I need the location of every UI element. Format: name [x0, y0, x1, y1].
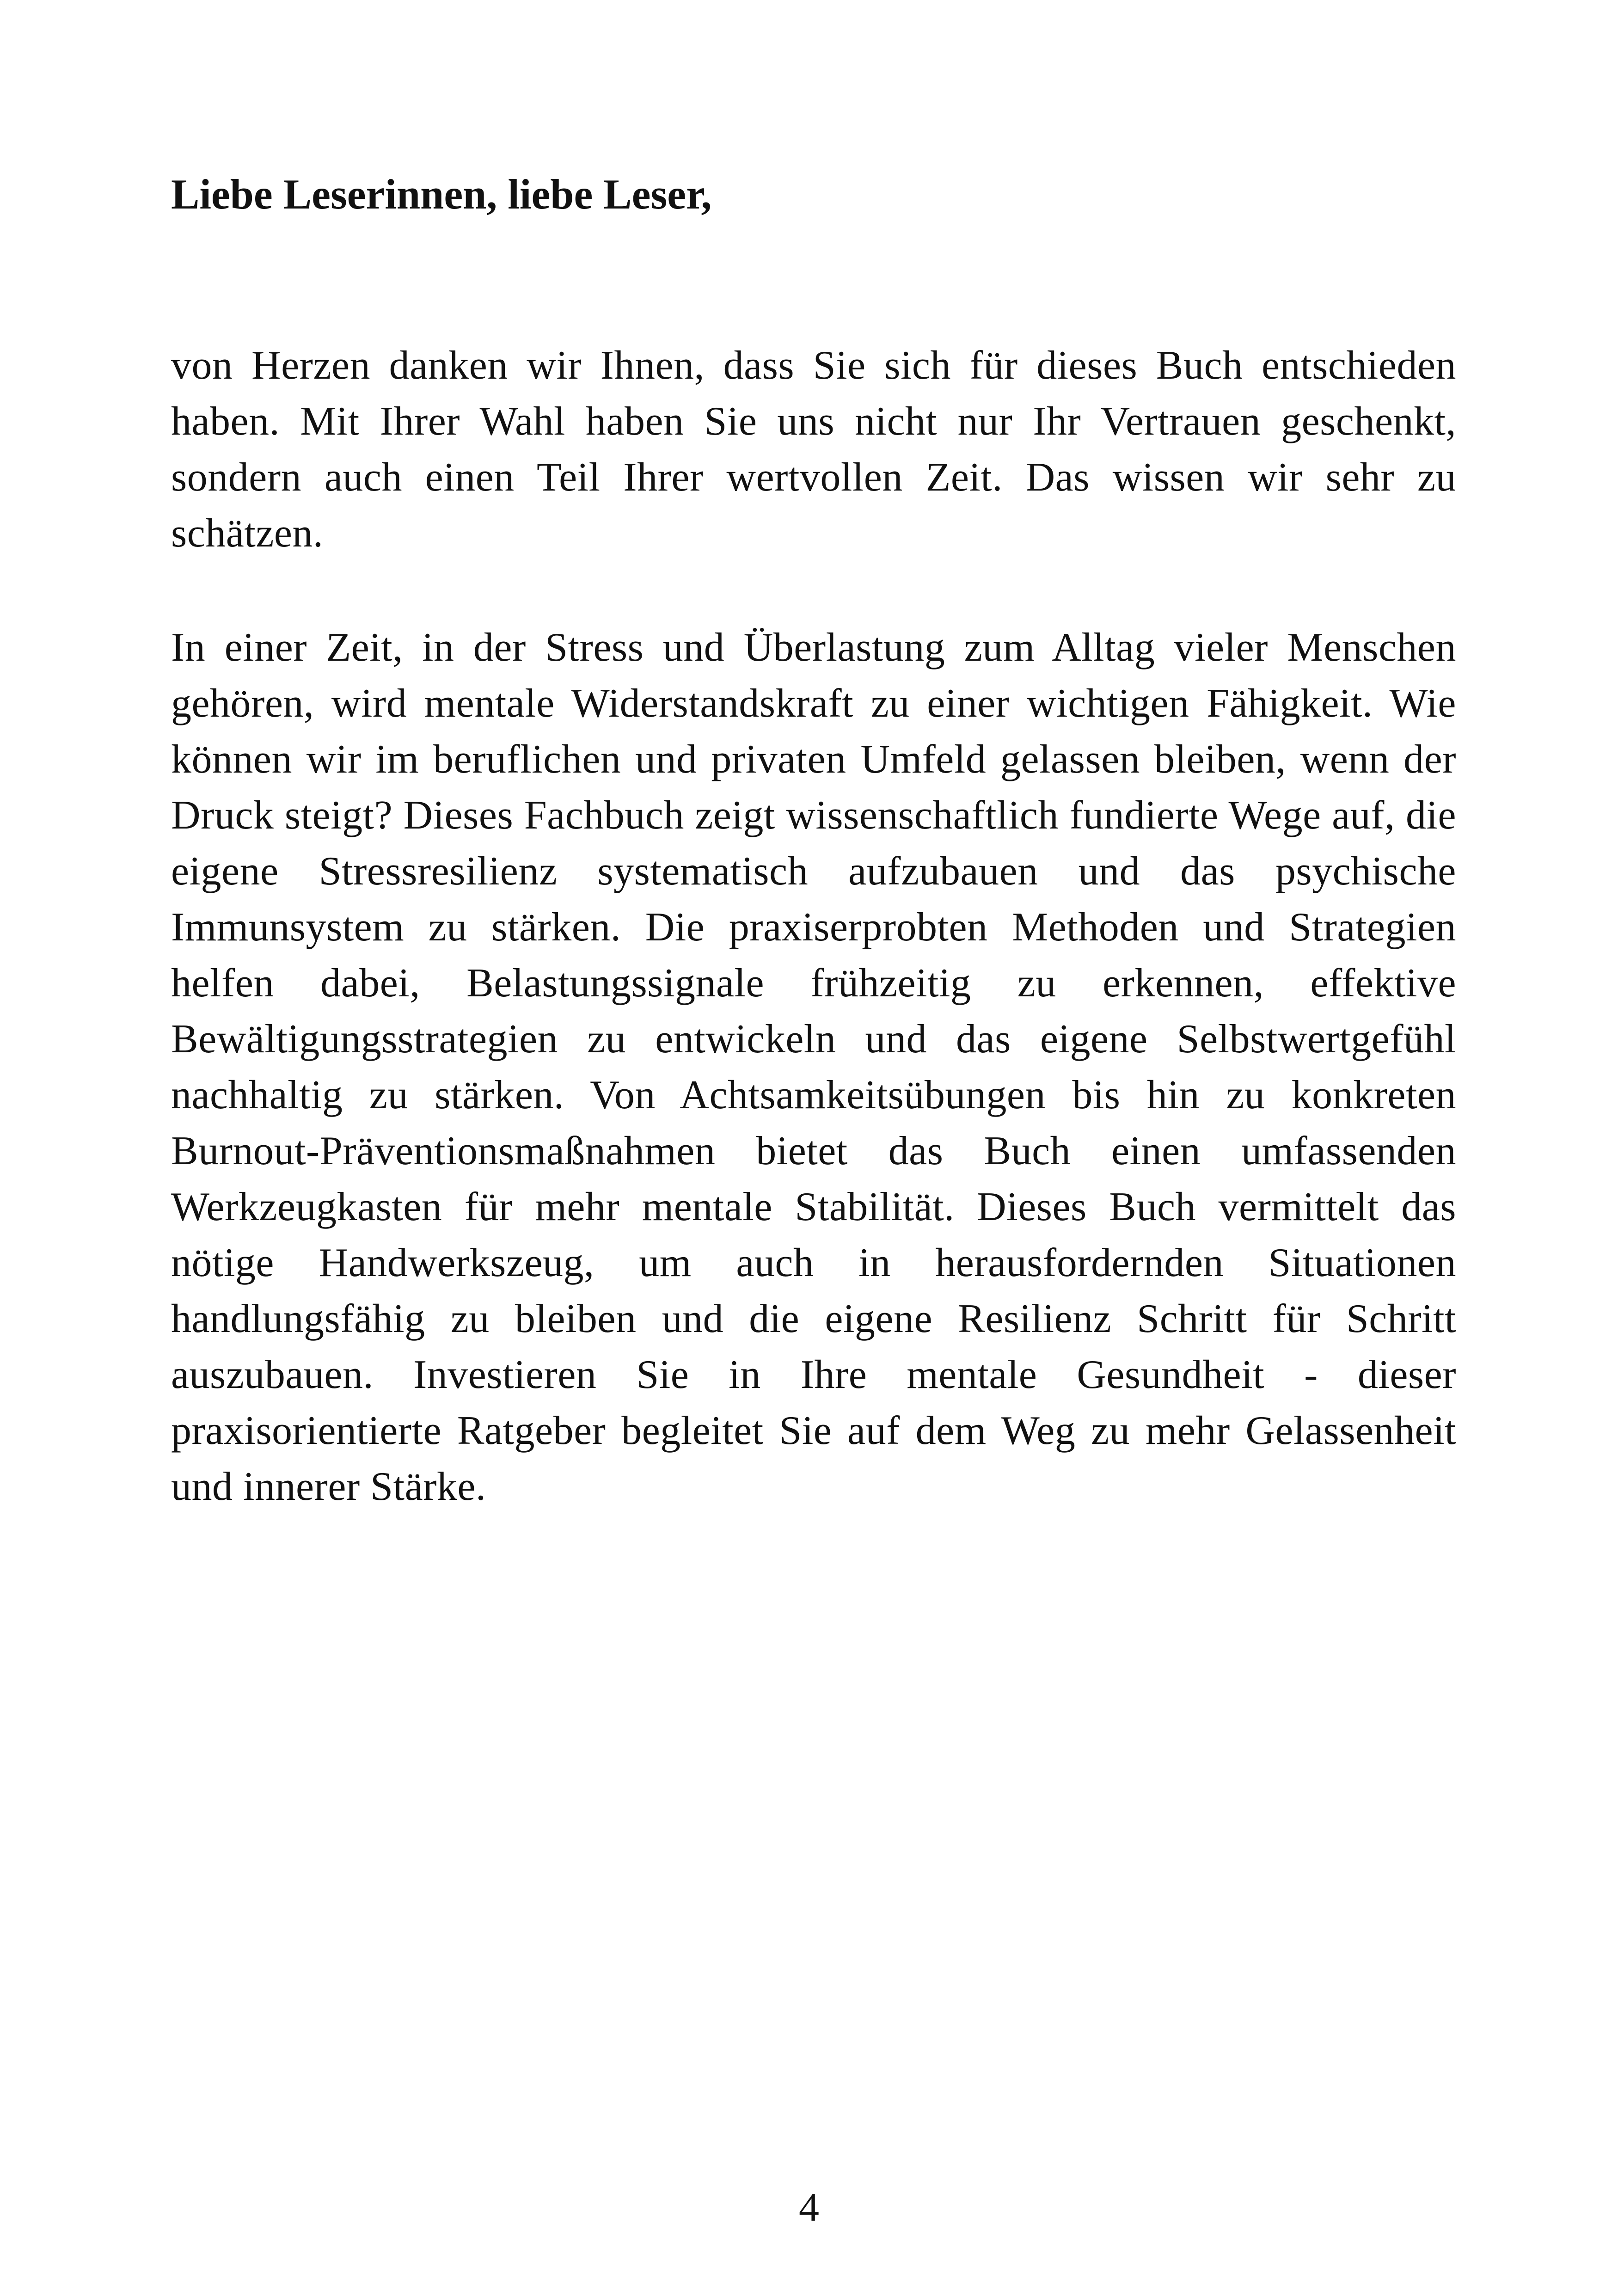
salutation-heading: Liebe Leserinnen, liebe Leser, [171, 171, 712, 218]
paragraph-thanks: von Herzen danken wir Ihnen, dass Sie sich für dieses Buch entschieden haben. Mit Ihrer Wahl haben Sie uns nicht nur Ihr Vertrauen geschenkt, sondern auch einen Teil Ihrer wertvollen Zeit. Das wissen wir sehr zu schätzen. [171, 343, 1456, 556]
paragraph-book-description: In einer Zeit, in der Stress und Überlastung zum Alltag vieler Menschen gehören, wird mentale Widerstandskraft zu einer wichtigen Fähigkeit. Wie können wir im beruflichen und privaten Umfeld gelassen bleiben, wenn der Druck steigt? Dieses Fachbuch zeigt wissenschaftlich fundierte Wege auf, die eigene Stressresilienz systematisch aufzubauen und das psychische Immunsystem zu stärken. Die praxiserprobten Methoden und Strategien helfen dabei, Belastungssignale frühzeitig zu erkennen, effektive Bewältigungsstrategien zu entwickeln und das eigene Selbstwertgefühl nachhaltig zu stärken. Von Achtsamkeitsübungen bis hin zu konkreten Burnout-Präventionsmaßnahmen bietet das Buch einen umfassenden Werkzeugkasten für mehr mentale Stabilität. Dieses Buch vermittelt das nötige Handwerkszeug, um auch in herausfordernden Situationen handlungsfähig zu bleiben und die eigene Resilienz Schritt für Schritt auszubauen. Investieren Sie in Ihre mentale Gesundheit - dieser praxisorientierte Ratgeber begleitet Sie auf dem Weg zu mehr Gelassenheit und innerer Stärke. [171, 625, 1456, 1509]
page-number: 4 [799, 2185, 819, 2230]
